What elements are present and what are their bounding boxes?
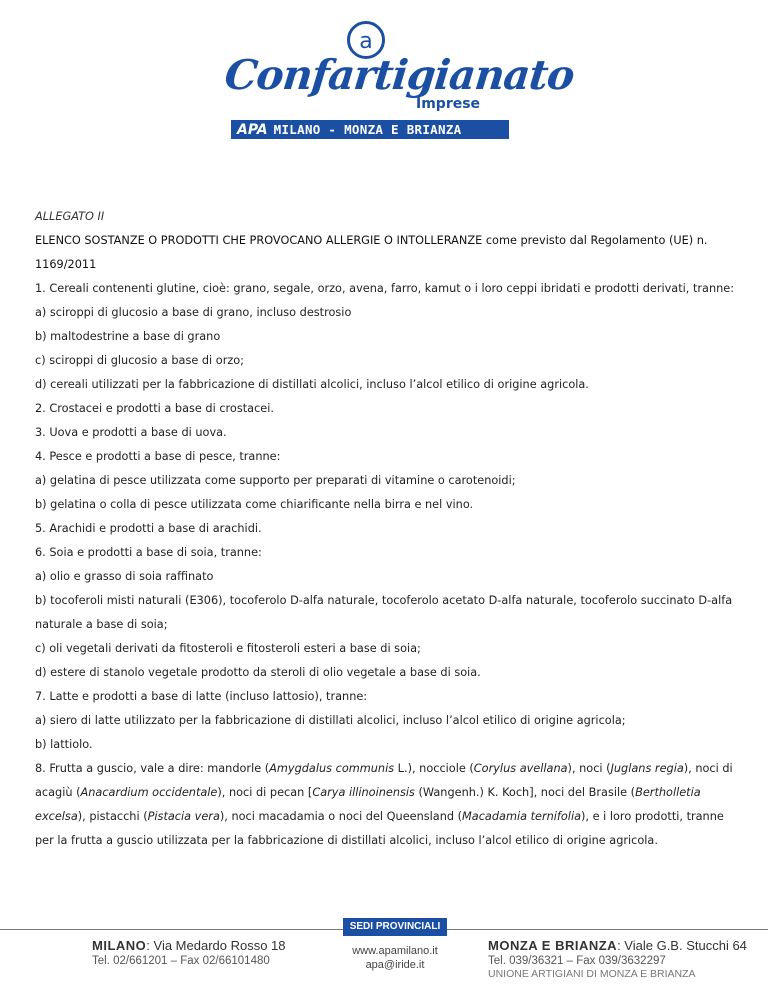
milano-city: MILANO (92, 938, 147, 953)
text-span: 8. Frutta a guscio, vale a dire: mandorle ( (35, 762, 270, 775)
milano-phone: Tel. 02/661201 – Fax 02/66101480 (92, 955, 270, 967)
list-item: b) tocoferoli misti naturali (E306), tocoferolo D-alfa naturale, tocoferolo acetato D-alfa naturale, tocoferolo succinato D-alfa naturale a base di soia; (35, 594, 733, 631)
monza-address: : Viale G.B. Stucchi 64 (617, 938, 747, 953)
milano-address: : Via Medardo Rosso 18 (146, 938, 286, 953)
list-item: c) sciroppi di glucosio a base di orzo; (35, 354, 244, 367)
footer-divider-right (447, 929, 768, 930)
sedi-provinciali-badge: SEDI PROVINCIALI (343, 918, 447, 936)
latin-name: Corylus avellana (473, 762, 568, 775)
list-item: 2. Crostacei e prodotti a base di crostacei. (35, 402, 274, 415)
latin-name: Juglans regia (610, 762, 684, 775)
text-span: ), e i loro prodotti, tranne per la frutta a guscio utilizzata per la fabbricazione di distillati alcolici, incluso l’alcol etilico di origine agricola. (35, 810, 724, 847)
latin-name: Macadamia ternifolia (462, 810, 582, 823)
latin-name: Pistacia vera (147, 810, 220, 823)
allegato-label: ALLEGATO II (35, 210, 105, 223)
text-span: ), noci macadamia o noci del Queensland ( (219, 810, 463, 823)
list-item: d) estere di stanolo vegetale prodotto da steroli di olio vegetale a base di soia. (35, 666, 481, 679)
list-item: c) oli vegetali derivati da fitosteroli e fitosteroli esteri a base di soia; (35, 642, 421, 655)
list-item: a) siero di latte utilizzato per la fabbricazione di distillati alcolici, incluso l’alcol etilico di origine agricola; (35, 714, 626, 727)
text-span: ), noci di pecan [ (217, 786, 313, 799)
list-item: b) maltodestrine a base di grano (35, 330, 221, 343)
list-item: b) gelatina o colla di pesce utilizzata come chiarificante nella birra e nel vino. (35, 498, 474, 511)
text-span: L.), nocciole ( (394, 762, 474, 775)
list-item: 7. Latte e prodotti a base di latte (incluso lattosio), tranne: (35, 690, 368, 703)
brand-name: Confartigianato (222, 51, 577, 99)
text-span: (Wangenh.) K. Koch], noci del Brasile ( (414, 786, 636, 799)
header-logo (0, 0, 768, 145)
contact-web (334, 944, 456, 972)
list-item: d) cereali utilizzati per la fabbricazione di distillati alcolici, incluso l’alcol etilico di origine agricola. (35, 378, 589, 391)
monza-phone: Tel. 039/36321 – Fax 039/3632297 (488, 955, 666, 967)
list-item: 4. Pesce e prodotti a base di pesce, tranne: (35, 450, 281, 463)
text-span: ), noci di acagiù ( (35, 762, 733, 799)
latin-name: Bertholletia excelsa (35, 786, 701, 823)
apa-label: APA (237, 121, 268, 138)
email-link[interactable]: apa@iride.it (365, 959, 425, 971)
text-span: ), noci ( (567, 762, 611, 775)
list-item: a) olio e grasso di soia raffinato (35, 570, 214, 583)
list-item: a) sciroppi di glucosio a base di grano, incluso destrosio (35, 306, 352, 319)
latin-name: Amygdalus communis (269, 762, 395, 775)
monza-unione: UNIONE ARTIGIANI DI MONZA E BRIANZA (488, 968, 696, 980)
region-label: MILANO - MONZA E BRIANZA (273, 122, 462, 137)
document-body (35, 205, 735, 853)
monza-city: MONZA E BRIANZA (488, 938, 618, 953)
list-item-nuts (35, 757, 735, 853)
list-item: 6. Soia e prodotti a base di soia, tranne: (35, 546, 262, 559)
region-banner (231, 120, 509, 139)
list-item: a) gelatina di pesce utilizzata come supporto per preparati di vitamine o carotenoidi; (35, 474, 516, 487)
list-item: 3. Uova e prodotti a base di uova. (35, 426, 227, 439)
milano-office (92, 938, 286, 967)
text-span: ), pistacchi ( (77, 810, 148, 823)
monza-office (488, 938, 747, 980)
document-title: ELENCO SOSTANZE O PRODOTTI CHE PROVOCANO ALLERGIE O INTOLLERANZE come previsto dal Regolamento (UE) n. 1169/2011 (35, 234, 708, 271)
website-link[interactable]: www.apamilano.it (352, 945, 438, 957)
list-item: 5. Arachidi e prodotti a base di arachidi. (35, 522, 262, 535)
footer-divider-left (0, 929, 343, 930)
list-item: b) lattiolo. (35, 738, 93, 751)
brand-subtitle: Imprese (416, 96, 481, 112)
logo-mark-letter: a (359, 29, 373, 54)
latin-name: Anacardium occidentale (80, 786, 218, 799)
list-item: 1. Cereali contenenti glutine, cioè: grano, segale, orzo, avena, farro, kamut o i loro ceppi ibridati e prodotti derivati, tranne: (35, 282, 735, 295)
latin-name: Carya illinoinensis (312, 786, 415, 799)
